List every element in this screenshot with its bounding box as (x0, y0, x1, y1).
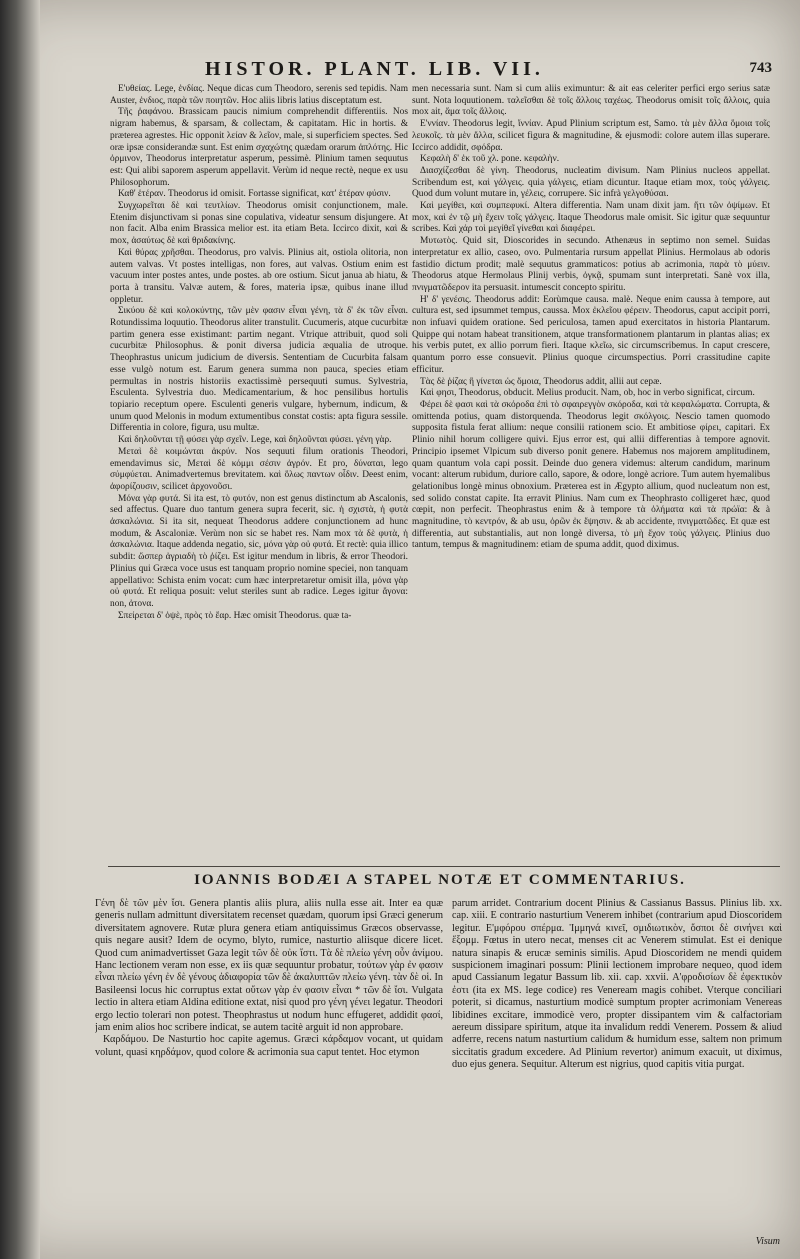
commentary-left-column (95, 898, 443, 1233)
paragraph: Καὶ φησι, Theodorus, obducit. Melius producit. Nam, ob, hoc in verbo significat, circum. (420, 388, 755, 399)
paragraph: Καθ' ἑτέραν. Theodorus id omisit. Fortasse significat, κατ' ἑτέραν φύσιν. (118, 189, 391, 200)
paragraph: Κεφαλὴ δ' ἐκ τοῦ χλ. pone. κεφαλὴν. (420, 154, 560, 165)
paragraph: Γένη δὲ τῶν μὲν ἴσι. Genera plantis aliis plura, aliis nulla esse ait. Inter ea quæ generis nullam admittunt diversitatem recenset quædam, quorum ipsi Græci generum diversitatem agnovere. Rutæ plura genera etiam antiquissimus Græcos observasse, quis negare ausit? Idem de ocymo, blyto, rumice, nasturtio aliisque dicere licet. Quod cum animadvertisset Gaza legit τῶν δὲ οὐκ ἴστι. Τὰ δὲ πλείω γένη οὗν ἀνίμου. Hanc lectionem veram non esse, ex iis quæ sequuntur probatur, τούτων γὰρ ἐν φασιν εἶναι πλείω γένη ἐν δὲ γένους ἀδιαφορία τῶν δὲ ἀκαλυπτῶν πλείω γένη. τὰν δὲ οἱ. In Basileensi locus hic corruptus extat οὔτων γὰρ ἐν φασιν εἶναι * τῶν δὲ ἴσι. Vulgata lectio in altera etiam Aldina editione extat, nisi quod pro γένη γένει legatur. Theodori ergo lectio tolerari non potest. Theophrastus ut nodum hunc effugeret, addidit φασί, jam enim alios hoc scribere indicat, se autem tacitè arguit id non approbare. (95, 898, 443, 1034)
paragraph: Σικύου δὲ καὶ κολοκύντης, τῶν μὲν φασιν εἶναι γένη, τὰ δ' ἐκ τῶν εἶναι. Rotundissima loquutio. Theodorus aliter transtulit. Cucumeris, atque cucurbitæ partim genera esse existimant: partim negant. Vtrique attribuit, quod soli cucurbitæ Philosophus. & ponit diversa judicia æqualia de utroque. Theophrastus unicum judicium de diversis. Sententiam de Cucurbita falsam esse vulgò notum est. Earum genera summa non pauca, species etiam permultas in nostris historiis exactissimè persequuti sumus. Sylvestria, Esculenta. Sylvestria duo. Medicamentarium, & hoc pensilibus hortulis topiario receptum opere. Esculenti generis vulgare, hybernum, indicum, & unum quod Melonis in modum extumentibus constat costis: apta figura sessile. Differentia in colore, figura, usu multæ. (110, 306, 408, 434)
paragraph: Καὶ θύρας χρῆσθαι. Theodorus, pro valvis. Plinius ait, ostiola olitoria, non autem valvas. Vt postes intelligas, non fores, aut valvas. Ostium enim est vacuum inter postes antes, unde postes. ab ore ostium. Sicut janua ab hiatu, & porta à transitu. Valvæ autem, & fores, materia ipsæ, quibus inane illud oppletur. (110, 247, 408, 305)
commentary-right-column (452, 898, 782, 1233)
paragraph: Ε'ννίαν. Theodorus legit, ἴννίαν. Apud Plinium scriptum est, Samo. τὰ μὲν ἄλλα ὅμοια τοῖς λευκοῖς. τὰ μὲν ἄλλα, scilicet figura & magnitudine, & ejusmodi: colore autem illas superare. Iccirco addidit, σφόδρα. (412, 119, 770, 153)
section-divider (108, 866, 780, 867)
paragraph: Διασχίζεσθαι δὲ γίνη. Theodorus, nucleatim divisum. Nam Plinius nucleos appellat. Scribendum est, καὶ γάλγεις. quia γάλγεις, etiam dicuntur. Itaque etiam mox, τοὺς γάλγεις. Quod dum volunt mutare in, γέλεις, corrupere. Sic infrà γελγοθύσαι. (412, 165, 770, 200)
paragraph: parum arridet. Contrarium docent Plinius & Cassianus Bassus. Plinius lib. xx. cap. xiii. E contrario nasturtium Venerem inhibet (contrarium apud Dioscoridem legitur. Ε'μφόρου σπέρμα. Ἰμμηνά κινεῖ, σμιδιωτικὸν, ὅσποι δὲ σινήνει καὶ ἕξομμ. Fœtus in utero necat, menses cit ac Venerem stimulat. Est ei denique natura sinapis & erucæ seminis similis. Apud Dioscoridem ne mendi quidem suspicionem imaginari possum: Plinii lectionem improbare nequeo, quod idem apud Cassianum legatur Bassum lib. xii. cap. xxvii. Α'φροδισίων δὲ ἐφεκτικὸν ἐστι (ita ex MS. lege codice) res Veneream magis cohibet. Vterque conciliari poterit, si dicamus, nasturtium modicè sumptum propter acrimoniam Venereas libidines excitare, immodicè vero, propter dissipantem vim & calfactoriam aereum dissipare spiritum, atque ita invalidum reddi Venerem. Possem & aliud adferre, recens natum nasturtium calidum & humidum esse, saltem non primum siccitatis gradum excedere. Ad Plinium revertor) animum exacuit, ut diximus, duo ejus genera. Sequitur. Alterum est nigrius, quod capitis vitia purgat. (452, 898, 782, 1071)
paragraph: Σπείρεται δ' ὀψὲ, πρὸς τὸ ἔαρ. Hæc omisit Theodorus. quæ ta- (118, 610, 352, 621)
paragraph: E'υθείας. Lege, ἐνδίας. Neque dicas cum Theodoro, serenis sed tepidis. Nam Auster, ἐνδιος, παρὰ τῶν ποιητῶν. Hoc aliis libris latius disceptatum est. (110, 84, 408, 106)
paragraph: Τῆς ῥαφάνου. Brassicam paucis nimium comprehendit differentiis. Nos nigram habemus, & sparsam, & collectam, & capitatam. Hic in hortis. & præterea agrestes. Hic opponit λείαν & λεῖον, male, si superficiem spectes. Sed oræ ipsæ considerandæ sunt. Est enim σχαχώτης quædam orarum ἁπλότης. Hic ὀρμινον, Theodorus interpretatur asperum, pessimè. Plinium tamen sequutus est: Qui alibi saporem asperum appellavit. Verùm id neque rectè, neque ex usu Philosophorum. (110, 107, 408, 188)
paragraph: men necessaria sunt. Nam si cum aliis eximuntur: & ait eas celeriter perfici ergo serius satæ sunt. Nota loquutionem. ταλεῖσθαι δὲ τοῖς ἄλλοις ταχέως. Theodorus omisit τοῖς ἄλλοις, quia mox ait, ἅμα τοῖς ἄλλοις. (412, 84, 770, 118)
paragraph: H' δ' γενέσις. Theodorus addit: Eorùmque causa. malè. Neque enim caussa à tempore, aut cultura est, sed ipsummet tempus, caussa. Mox ἐκλεῖου φέρειν. Theodorus, caput accipit porri, non infuavi quidem oratione. Sed periculosa, tamen apud exercitatos in historia Plantarum. Quippe qui notam habeat transitionem, atque transformationem plantarum in plantas alias; ex his verbis putet, ex allio porrum fieri. Itaque κλεῖω, sic circumscribemus. In caput crescere, quantum porro esse consuevit. Plinius quoque circumspectius. Porri crassitudine capite efficitur. (412, 294, 770, 375)
paragraph: Μόνα γὰρ φυτά. Si ita est, τὸ φυτόν, non est genus distinctum ab Ascalonis, sed affectus. Quare duo tantum genera supra fecerit, sic. ἡ σχιστὰ, ἡ φυτὰ ἀσκαλώνια. Si ita sit, nequeat Theodorus addere conjunctionem ad hunc modum, & Ascaloniæ. Verùm non sic se habet res. Nam mox τὰ δὲ φυτὰ, ἡ ἀσκαλώνια. Itaque addenda negatio, sic, μόνα γὰρ οὐ φυτά. Et rectè: quia illico subdit: ὥσπερ ἀγριαδὴ τὸ ῥίζει. Est igitur mendum in libris, & error Theodori. Plinius qui Græca voce usus est tanquam proprio nomine speciei, non tanquam appellativo: Schista enim vocat: cum hæc interpretaretur omisit illa, μόνα γὰρ οὐ φυτά. Et reliqua posuit: velut steriles sunt ab radice. Leges igitur ἄγονα: non, ἀτονα. (110, 493, 408, 609)
paragraph: Καὶ δηλοῦνται τῇ φύσει γὰρ σχεῖν. Lege, καὶ δηλοῦνται φύσει. γένη γὰρ. (118, 435, 392, 446)
paragraph: Καὶ μεγίθει, καὶ συμπεφυκί. Altera differentia. Nam unam dixit jam. ἤτι τῶν ὀψίμων. Et mox, καὶ ἐν τῷ μὴ ἔχειν τοῖς γάλγεις. Itaque Theodorus male omisit. Sic igitur quæ sequuntur scribes. Καὶ χάρ τοὶ μεγίθεῖ γίνεθαι καὶ διαφέρει. (412, 201, 770, 235)
page-gutter (0, 0, 40, 1259)
catchword: Visum (755, 1236, 780, 1247)
paragraph: Μυτωτὸς. Quid sit, Dioscorides in secundo. Athenæus in septimo non semel. Suidas interpretatur ex allio, caseo, ovo. Pulmentaria rursum appellat Plinius. Hermolaus ab odoris fastidio dictum prodit; malè sequutus grammaticos: potius ab acrimonia, παρὰ τὸ μύειν. Theodorus atque Hermolaus Plinij verbis, ὀγκᾷ, spumam sunt interpretati. Sanè vox illa, πνιγματῶδερον ita persuasit. intumescit concepto spiritu. (412, 236, 770, 293)
paragraph: Τὰς δὲ ῥίζας ἢ γίνεται ὡς ὅμοια, Theodorus addit, allii aut cepæ. (420, 376, 662, 387)
page-header (100, 58, 780, 84)
running-head: HISTOR. PLANT. LIB. VII. (205, 58, 544, 80)
upper-left-column (110, 84, 408, 874)
paragraph: Φέρει δὲ φασι καὶ τὰ σκόροδα ἐπὶ τὸ σφαιρεγγὸν σκόροδα, καὶ τὰ κεφαλώματα. Corrupta, & omittenda potius, quam distorquenda. Theodorus legit σκόλγοις. Nescio tamen quomodo supposita fistula ferat allium: neque consilii rationem scio. Et ambitiose φίρει, capitari. Ex Plinio nihil horum colligere quivi. Ejus error est, qui allii differentias à tempore agnovit. Principio ipsemet Vlpicum sub diverso ponit genere. Habemus nos majorem amplitudinem, quam quantum vola capi possit. Deinde duo genera videmus: alterum candidum, marinum vocant: alterum rubidum, duriore callo, sapore, & odore, longè acriore. Tum autem hyemalibus gelationibus longè minus obnoxium. Præterea est in Ægypto allium, quod nucleatum non est, sed solido constat capite. Ita erravit Plinius. Nam cum ex Theophrasto colligeret hæc, quod cœpit, non perfecit. Theophrastus enim & à tempore τὰ ὀλήματα καὶ τὰ πρώϊα: & à magnitudine, τὸ κεντρόν, & ab usu, ὁρῶν ἐκ ἕψησιν. & ab accidente, πνιγματῶδες. Et quæ est differentia, aut substantialis, aut non longè diversa, τὸ μὴ ἔχον τοὺς γάλγεις. Plinius duo tantum, tempus & magnitudinem: etiam de spuma addit, quod diximus. (412, 399, 770, 551)
paragraph: Μεταὶ δὲ κοιμώνται ἀκρύν. Nos sequuti filum orationis Theodori, emendavimus sic, Μεταὶ δὲ κόμμι σέσιν ἀγρόν. Et pro, δύναται, lego σύμφύεται. Animadvertemus brevitatem. καὶ ὅλως παντων οἶδιν. Deest enim, ἀφορίζουσιν, scilicet ἀρχονοῦσι. (110, 446, 408, 492)
section-title: IOANNIS BODÆI A STAPEL NOTÆ ET COMMENTARIUS. (194, 872, 686, 888)
paragraph: Συγχωρεῖται δὲ καὶ τευτλίων. Theodorus omisit conjunctionem, male. Etenim disjunctivam si ponas sine copulativa, videatur sensum disjungere. At non facit. Alba enim Brassica melior est. ita etiam Beta. Iccirco dixit, καὶ & mox, ἀσαύτως δὲ καὶ θριδακίνης. (110, 201, 408, 247)
upper-right-column (412, 84, 770, 874)
page-number: 743 (749, 60, 772, 76)
paragraph: Καρδάμου. De Nasturtio hoc capite agemus. Græci κάρδαμον vocant, ut quidam volunt, quasi κηρδάμον, quod colore & acrimonia sua caput tentet. Hoc etymon (95, 1034, 443, 1058)
